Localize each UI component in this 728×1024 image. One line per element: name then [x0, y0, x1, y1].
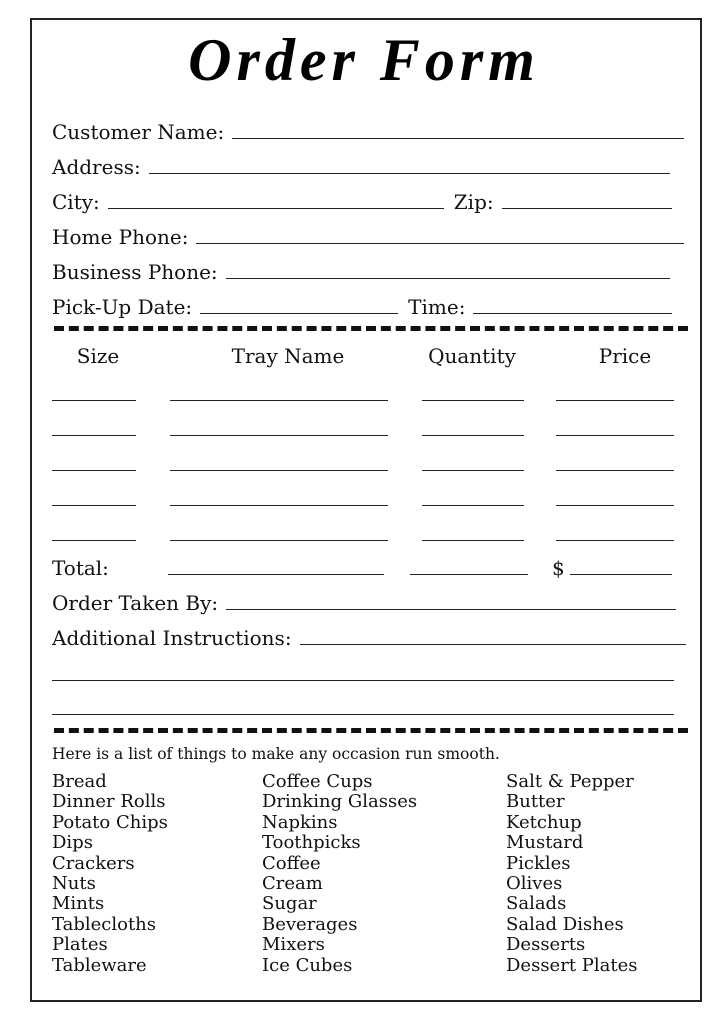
table-size-blank[interactable] [52, 400, 136, 401]
city-zip-row [52, 186, 672, 212]
address-label: Address: [52, 155, 141, 179]
checklist-item: Desserts [506, 934, 586, 956]
checklist-item: Butter [506, 791, 565, 813]
divider-top [54, 326, 688, 331]
instructions-label: Additional Instructions: [52, 626, 292, 650]
checklist-item: Crackers [52, 852, 135, 874]
table-tray-name-blank[interactable] [170, 540, 388, 541]
header-tray-name: Tray Name [231, 344, 345, 368]
checklist-item: Sugar [262, 893, 317, 915]
time-field[interactable] [473, 313, 672, 314]
table-price-blank[interactable] [556, 505, 674, 506]
table-size-blank[interactable] [52, 470, 136, 471]
checklist-item: Pickles [506, 852, 571, 874]
city-label: City: [52, 190, 100, 214]
checklist-column-1 [52, 772, 168, 976]
customer-name-field[interactable] [232, 138, 684, 139]
checklist-item: Tablecloths [52, 913, 157, 935]
checklist-item: Salad Dishes [506, 913, 624, 935]
table-tray-name-blank[interactable] [170, 505, 388, 506]
home-phone-row [52, 221, 684, 247]
checklist-item: Napkins [262, 811, 338, 833]
dollar-sign: $ [552, 556, 565, 580]
zip-label: Zip: [453, 190, 494, 214]
checklist-item: Ice Cubes [262, 954, 353, 976]
business-phone-field[interactable] [226, 278, 670, 279]
instructions-line-2[interactable] [52, 680, 674, 681]
total-tray-field[interactable] [168, 574, 384, 575]
instructions-line-3[interactable] [52, 714, 674, 715]
table-quantity-blank[interactable] [422, 505, 524, 506]
checklist-item: Mixers [262, 934, 325, 956]
checklist-column-2 [262, 772, 417, 976]
table-size-blank[interactable] [52, 505, 136, 506]
total-quantity-field[interactable] [410, 574, 528, 575]
business-phone-row [52, 256, 670, 282]
pickup-date-label: Pick-Up Date: [52, 295, 193, 319]
pickup-row [52, 291, 672, 317]
city-field[interactable] [108, 208, 444, 209]
table-quantity-blank[interactable] [422, 540, 524, 541]
checklist-item: Toothpicks [262, 832, 361, 854]
total-price-row [552, 552, 565, 578]
table-quantity-blank[interactable] [422, 400, 524, 401]
checklist-item: Olives [506, 873, 563, 895]
total-label: Total: [52, 556, 109, 580]
instructions-field[interactable] [300, 644, 686, 645]
checklist-item: Nuts [52, 873, 96, 895]
checklist-intro: Here is a list of things to make any occasion run smooth. [52, 745, 500, 763]
checklist-item: Tableware [52, 954, 147, 976]
table-quantity-blank[interactable] [422, 470, 524, 471]
checklist-item: Dips [52, 832, 93, 854]
home-phone-label: Home Phone: [52, 225, 189, 249]
address-field[interactable] [149, 173, 670, 174]
checklist-item: Beverages [262, 913, 358, 935]
instructions-row [52, 622, 686, 648]
divider-bottom [54, 728, 688, 733]
table-price-blank[interactable] [556, 435, 674, 436]
checklist-item: Coffee [262, 852, 321, 874]
table-size-blank[interactable] [52, 540, 136, 541]
checklist-item: Salads [506, 893, 567, 915]
form-title: Order Form [188, 27, 540, 93]
checklist-item: Cream [262, 873, 323, 895]
header-quantity: Quantity [428, 344, 516, 368]
customer-name-label: Customer Name: [52, 120, 225, 144]
address-row [52, 151, 670, 177]
checklist-item: Dessert Plates [506, 954, 638, 976]
order-taken-row [52, 587, 676, 613]
table-price-blank[interactable] [556, 470, 674, 471]
order-taken-field[interactable] [226, 609, 676, 610]
checklist-item: Plates [52, 934, 108, 956]
pickup-date-field[interactable] [200, 313, 398, 314]
home-phone-field[interactable] [196, 243, 684, 244]
checklist-column-3 [506, 772, 638, 976]
checklist-item: Bread [52, 771, 107, 792]
time-label: Time: [408, 295, 466, 319]
checklist-item: Coffee Cups [262, 771, 373, 792]
table-price-blank[interactable] [556, 540, 674, 541]
checklist-item: Dinner Rolls [52, 791, 166, 813]
business-phone-label: Business Phone: [52, 260, 218, 284]
checklist-item: Potato Chips [52, 811, 168, 833]
checklist-item: Drinking Glasses [262, 791, 418, 813]
table-quantity-blank[interactable] [422, 435, 524, 436]
table-tray-name-blank[interactable] [170, 400, 388, 401]
header-size: Size [76, 344, 120, 368]
order-taken-label: Order Taken By: [52, 591, 219, 615]
header-price: Price [598, 344, 652, 368]
table-size-blank[interactable] [52, 435, 136, 436]
checklist-item: Salt & Pepper [506, 771, 634, 792]
table-tray-name-blank[interactable] [170, 470, 388, 471]
customer-name-row [52, 116, 684, 142]
checklist-item: Mints [52, 893, 105, 915]
zip-field[interactable] [502, 208, 672, 209]
table-tray-name-blank[interactable] [170, 435, 388, 436]
total-price-field[interactable] [570, 574, 672, 575]
checklist-item: Mustard [506, 832, 584, 854]
checklist-item: Ketchup [506, 811, 582, 833]
table-price-blank[interactable] [556, 400, 674, 401]
